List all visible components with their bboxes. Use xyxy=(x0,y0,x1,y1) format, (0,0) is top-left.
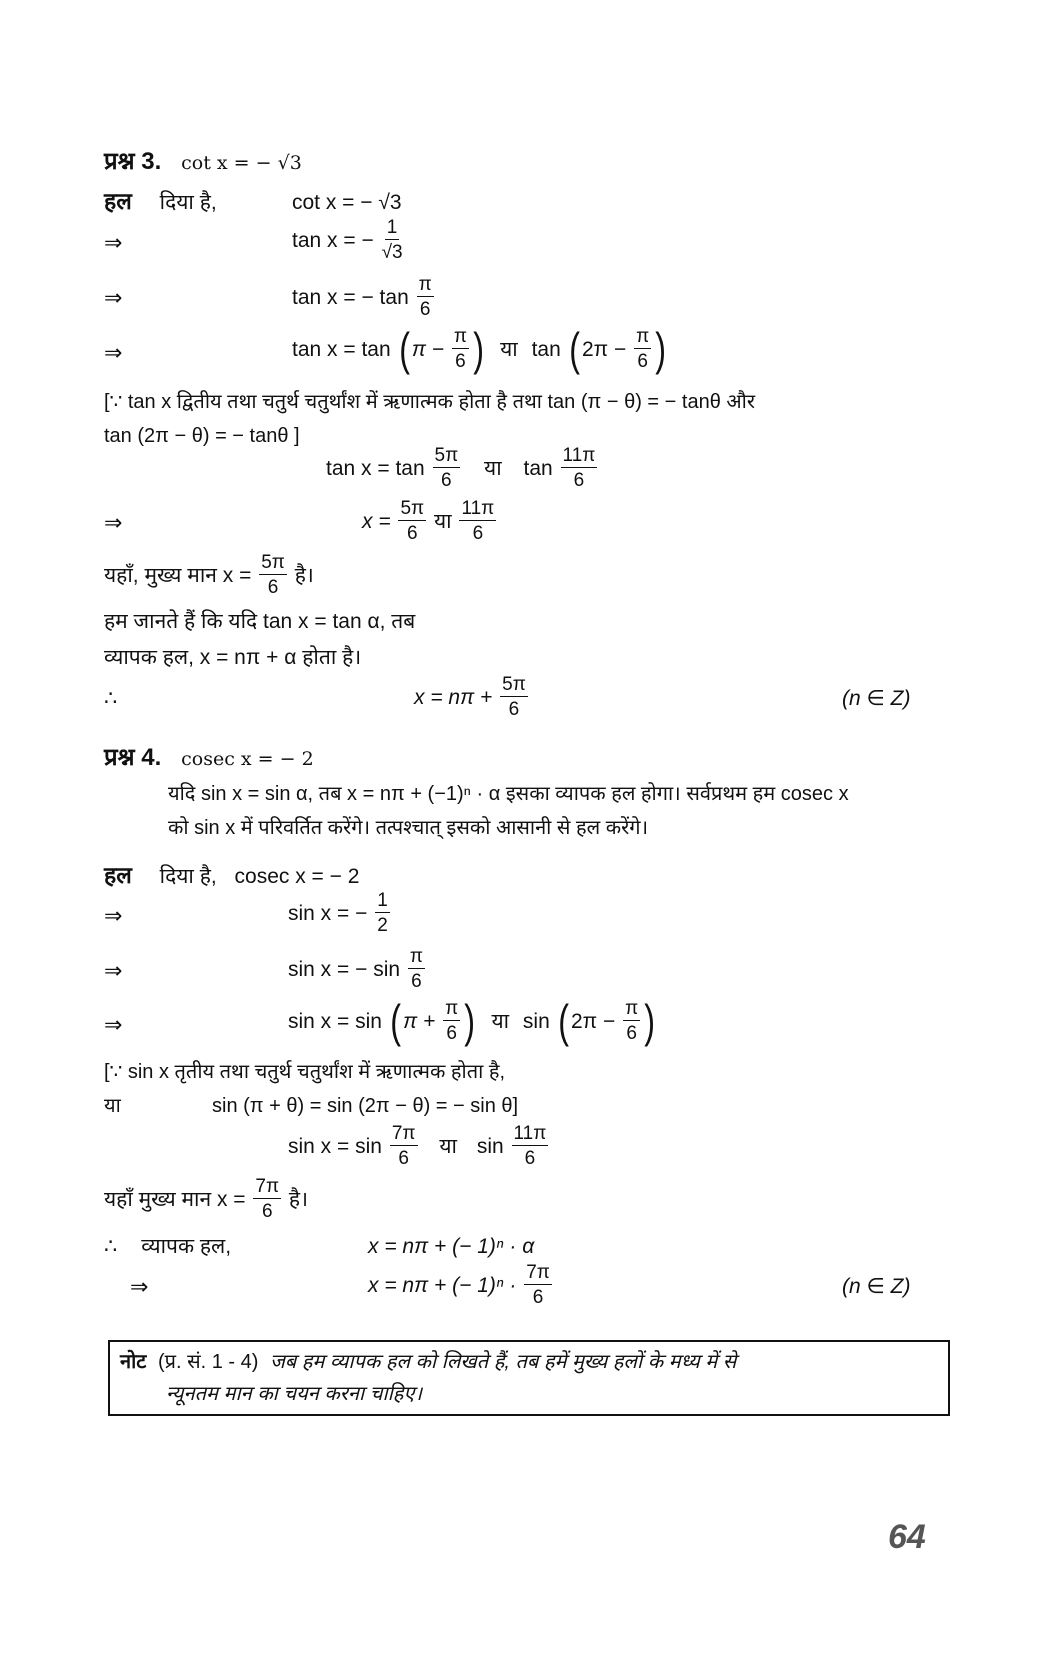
q3-domain: (n ∈ Z) xyxy=(842,687,911,710)
implies-arrow: ⇒ xyxy=(130,1274,149,1299)
q4-step1: sin x = − $\frac{1}{2}$ xyxy=(288,890,388,936)
q4-solution-start xyxy=(104,864,359,887)
given-label: दिया है, xyxy=(159,865,217,888)
question-label: प्रश्न 4. xyxy=(104,744,162,771)
q3-given-eq: cot x = − √3 xyxy=(292,191,402,214)
q3-step5: x = $\frac{5\pi}{6}$ या $\frac{11\pi}{6}$ xyxy=(362,498,495,544)
given-label: दिया है, xyxy=(159,191,217,214)
note-line1: नोट (प्र. सं. 1 - 4) जब हम व्यापक हल को लिखते हैं, तब हमें मुख्य हलों के मध्य में से xyxy=(120,1351,737,1373)
q3-step2: tan x = − tan $\frac{\pi}{6}$ xyxy=(292,274,432,320)
q4-general-row xyxy=(104,1236,231,1257)
q3-reason-line1: [∵ tan x द्वितीय तथा चतुर्थ चतुर्थांश में ऋणात्मक होता है तथा tan (π − θ) = − tanθ और xyxy=(104,391,756,413)
question-label: प्रश्न 3. xyxy=(104,148,162,175)
question-3-heading xyxy=(104,150,302,174)
implies-arrow: ⇒ xyxy=(104,958,123,983)
q4-hint-line1: यदि sin x = sin α, तब x = nπ + (−1)ⁿ · α इसका व्यापक हल होगा। सर्वप्रथम हम cosec x xyxy=(168,783,849,805)
note-ref: (प्र. सं. 1 - 4) xyxy=(157,1351,259,1373)
note-box xyxy=(108,1340,950,1416)
q4-reason-ya: या xyxy=(104,1095,121,1117)
note-line2: न्यूनतम मान का चयन करना चाहिए। xyxy=(166,1383,423,1405)
general-solution-label: व्यापक हल, xyxy=(141,1235,232,1258)
q3-solution-start xyxy=(104,190,217,213)
q3-principal-value: यहाँ, मुख्य मान x = $\frac{5\pi}{6}$ है। xyxy=(104,552,314,598)
q4-domain: (n ∈ Z) xyxy=(842,1275,911,1298)
q3-step1: tan x = − $\frac{1}{√3}$ xyxy=(292,217,403,263)
q3-reason-line2: tan (2π − θ) = − tanθ ] xyxy=(104,425,300,447)
note-label: नोट xyxy=(120,1351,147,1373)
q4-hint-line2: को sin x में परिवर्तित करेंगे। तत्पश्चात् इसको आसानी से हल करेंगे। xyxy=(168,817,649,839)
page-number: 64 xyxy=(888,1518,926,1556)
question-equation: cosec x = − 2 xyxy=(181,748,314,770)
q4-principal-value: यहाँ मुख्य मान x = $\frac{7\pi}{6}$ है। xyxy=(104,1176,309,1222)
implies-arrow: ⇒ xyxy=(104,1012,123,1037)
question-4-heading xyxy=(104,746,314,770)
q4-step3: sin x = sin ( π + $\frac{\pi}{6}$ ) या sin ( 2π − $\frac{\pi}{6}$ ) xyxy=(288,995,656,1047)
implies-arrow: ⇒ xyxy=(104,285,123,310)
q4-reason-line2: sin (π + θ) = sin (2π − θ) = − sin θ] xyxy=(212,1095,519,1117)
implies-arrow: ⇒ xyxy=(104,340,123,365)
therefore-symbol: ∴ xyxy=(104,1235,118,1258)
q4-final: x = nπ + (− 1)ⁿ · $\frac{7\pi}{6}$ xyxy=(368,1262,550,1308)
hal-label: हल xyxy=(104,862,132,888)
q3-final: x = nπ + $\frac{5\pi}{6}$ xyxy=(414,674,526,720)
q3-know-line: हम जानते हैं कि यदि tan x = tan α, तब xyxy=(104,610,416,633)
question-equation: cot x = − √3 xyxy=(181,152,302,174)
implies-arrow: ⇒ xyxy=(104,903,123,928)
therefore-symbol: ∴ xyxy=(104,687,118,710)
q4-step2: sin x = − sin $\frac{\pi}{6}$ xyxy=(288,946,424,992)
q3-general-line: व्यापक हल, x = nπ + α होता है। xyxy=(104,646,362,669)
q4-step4: sin x = sin $\frac{7\pi}{6}$ या sin $\frac{11\pi}{6}$ xyxy=(288,1123,547,1169)
q3-step4: tan x = tan $\frac{5\pi}{6}$ या tan $\frac{11\pi}{6}$ xyxy=(326,445,596,491)
q4-general-eq: x = nπ + (− 1)ⁿ · α xyxy=(368,1235,535,1258)
q3-step3: tan x = tan ( π − $\frac{\pi}{6}$ ) या tan ( 2π − $\frac{\pi}{6}$ ) xyxy=(292,323,667,375)
q4-given-eq: cosec x = − 2 xyxy=(234,865,360,888)
implies-arrow: ⇒ xyxy=(104,230,123,255)
implies-arrow: ⇒ xyxy=(104,510,123,535)
q4-reason-line1: [∵ sin x तृतीय तथा चतुर्थ चतुर्थांश में ऋणात्मक होता है, xyxy=(104,1061,506,1083)
hal-label: हल xyxy=(104,188,132,214)
